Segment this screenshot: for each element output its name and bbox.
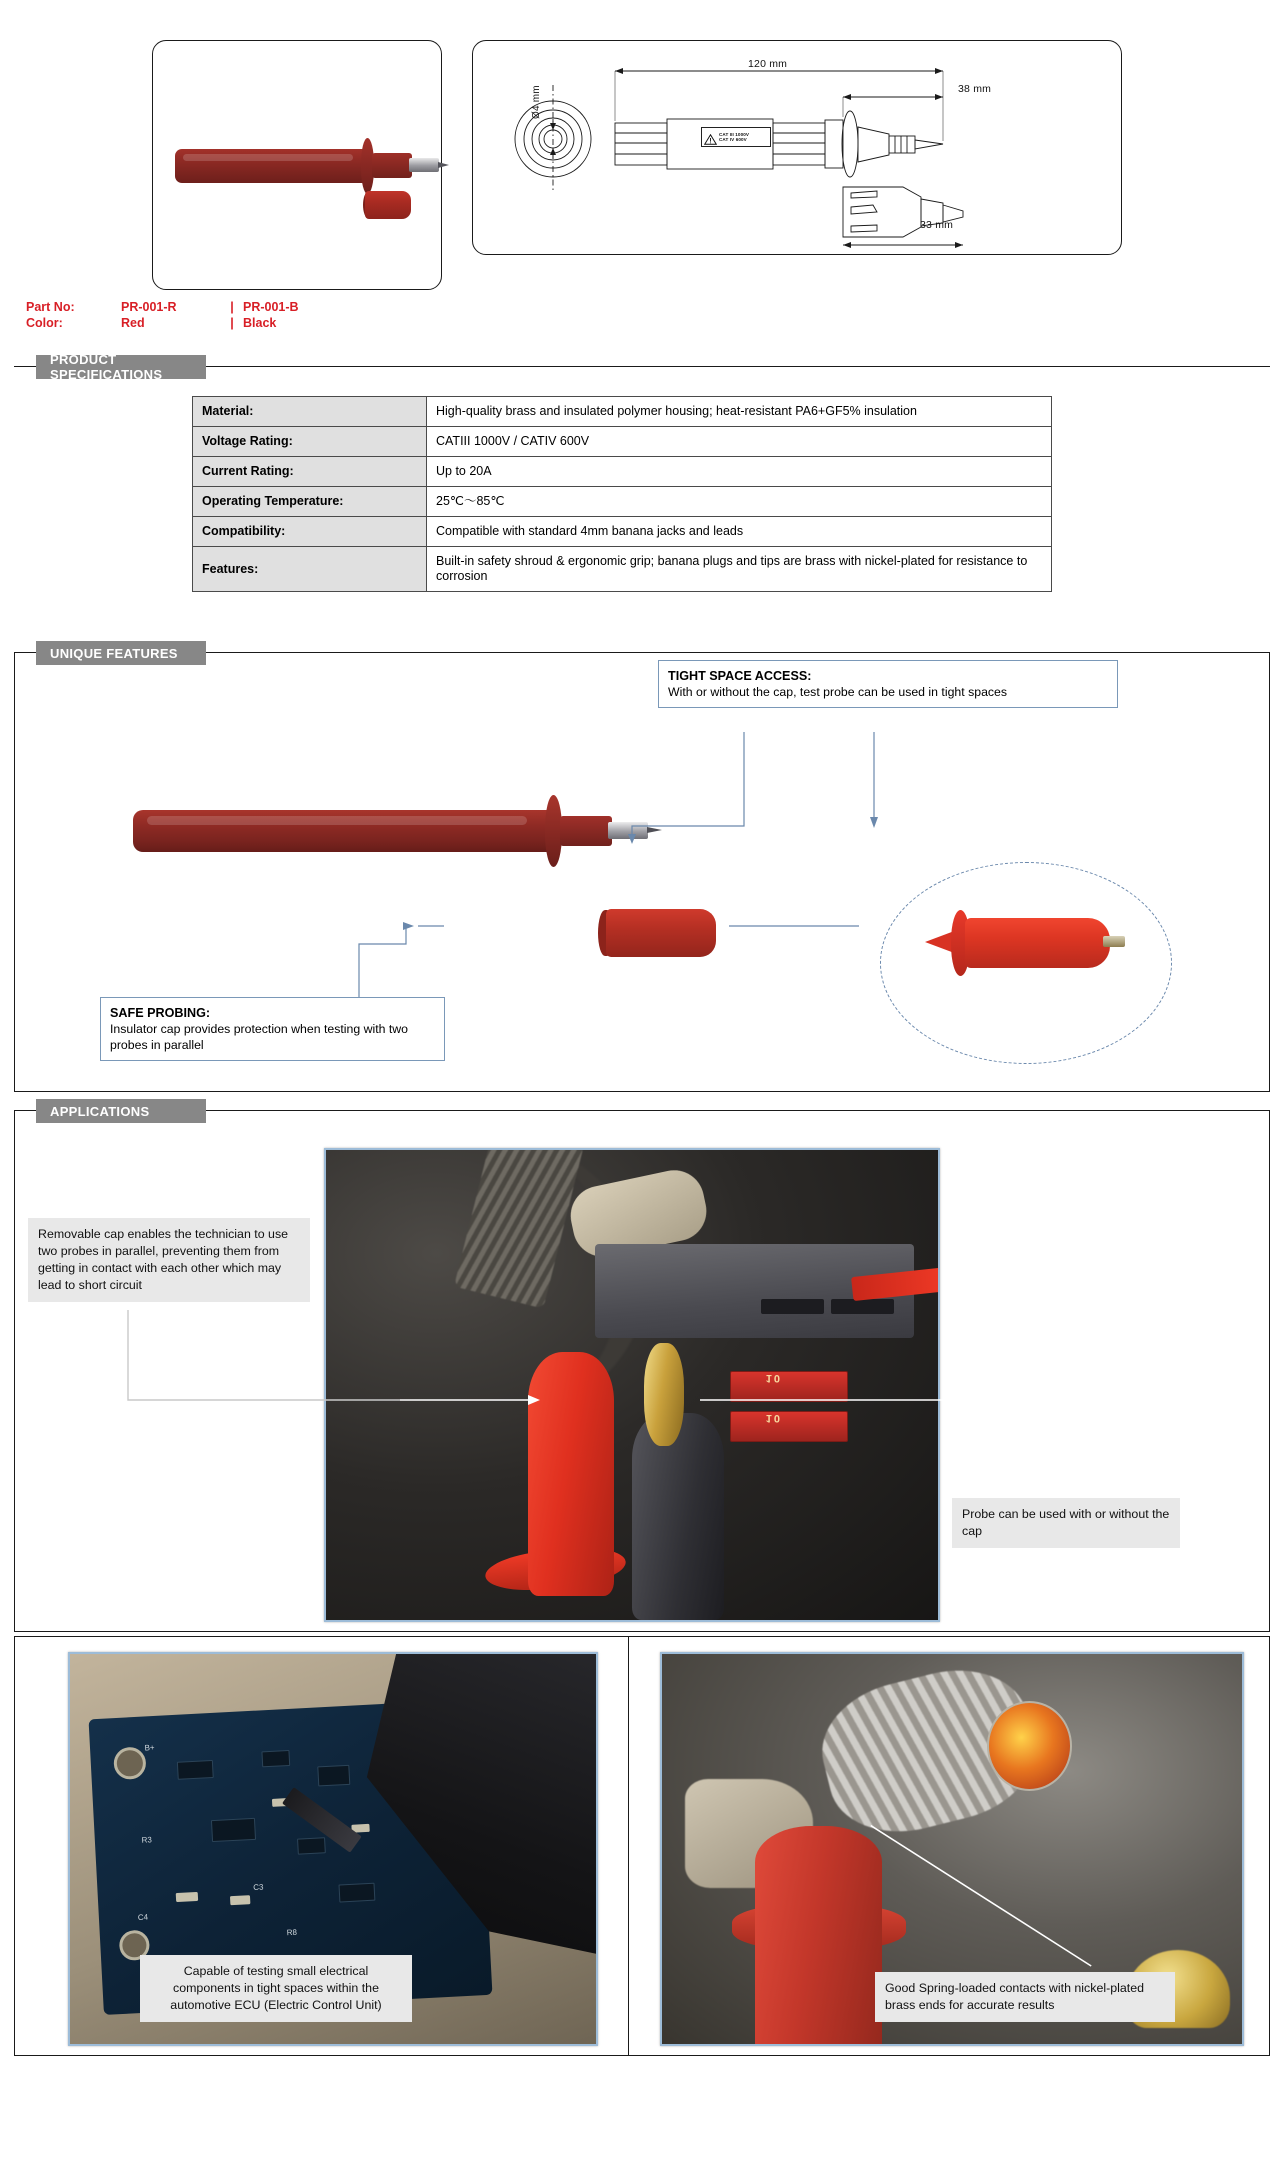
pcb-component: [211, 1817, 256, 1841]
spec-value: Up to 20A: [427, 457, 1052, 487]
product-photo-test-probe: [153, 41, 441, 289]
dimension-cap-length-label: 33 mm: [920, 219, 954, 231]
section-header-applications: APPLICATIONS: [36, 1099, 206, 1123]
pcb-component: [317, 1765, 350, 1787]
pcb-pad: [176, 1891, 198, 1901]
warning-triangle-icon: [704, 132, 717, 143]
pcb-component: [262, 1750, 291, 1767]
note-probe-with-or-without-cap: Probe can be used with or without the cap: [952, 1498, 1180, 1548]
cap-body: [365, 191, 411, 219]
feature-probe-handle: [133, 810, 553, 852]
capped-probe-detail: [905, 908, 1145, 978]
spec-key: Compatibility:: [193, 517, 427, 547]
red-insulator-cap-in-use: [528, 1352, 614, 1596]
product-photo-panel: [152, 40, 442, 290]
probe-shank: [372, 153, 412, 178]
fuse-slot: [831, 1299, 895, 1314]
spec-key: Voltage Rating:: [193, 427, 427, 457]
drawing-svg: [473, 41, 1123, 256]
probe-metal-tip: [409, 158, 439, 172]
table-row: [193, 427, 1052, 457]
callout-safe-probing: [100, 997, 445, 1061]
part-number-row: [26, 300, 299, 316]
pcb-silkscreen: R8: [286, 1927, 298, 1938]
section-header-specifications: PRODUCT SPECIFICATIONS: [36, 355, 206, 379]
mini-fuse-top: [730, 1371, 848, 1402]
feature-probe-shank: [560, 816, 612, 846]
capped-probe-tip: [1103, 936, 1125, 947]
dimension-total-length-label: 120 mm: [748, 58, 788, 70]
spec-value: CATIII 1000V / CATIV 600V: [427, 427, 1052, 457]
spec-value: Compatible with standard 4mm banana jacks and leads: [427, 517, 1052, 547]
feature-probe-metal-tip: [608, 822, 648, 839]
callout-tight-space-access: [658, 660, 1118, 708]
part-no-divider: |: [230, 300, 234, 314]
spec-key: Features:: [193, 547, 427, 592]
photo-scene: [326, 1150, 938, 1620]
pcb-component: [298, 1837, 327, 1854]
technical-drawing: [473, 41, 1121, 254]
brass-banana-contact: [644, 1343, 684, 1446]
fuse-slot: [761, 1299, 825, 1314]
callout-body: Insulator cap provides protection when testing with two probes in parallel: [110, 1022, 409, 1052]
dimension-diameter-label: Ø4 mm: [531, 85, 542, 119]
applications-panel-divider: [628, 1636, 629, 2056]
spec-key: Material:: [193, 397, 427, 427]
spec-value: 25℃～85℃: [427, 487, 1052, 517]
pcb-silkscreen: B+: [144, 1742, 156, 1752]
table-row: [193, 487, 1052, 517]
pcb-pad: [231, 1895, 251, 1905]
cat-rating-label: [701, 127, 771, 147]
fuse-amperage-label: 10: [765, 1371, 783, 1384]
pcb-component: [177, 1760, 214, 1780]
color-label: Color:: [26, 316, 63, 330]
black-probe-body: [632, 1413, 724, 1620]
part-no-black: PR-001-B: [243, 300, 299, 314]
color-red: Red: [121, 316, 145, 330]
probe-handle: [175, 149, 370, 183]
feature-insulator-cap: [598, 905, 728, 961]
section-header-unique-features: UNIQUE FEATURES: [36, 641, 206, 665]
pcb-silkscreen: C3: [253, 1881, 264, 1892]
feature-cap-body: [606, 909, 716, 957]
pcb-component: [339, 1882, 376, 1902]
specifications-table: [192, 396, 1052, 592]
pcb-silkscreen: R3: [141, 1834, 153, 1844]
color-divider: |: [230, 316, 234, 330]
table-row: [193, 547, 1052, 592]
spec-value: Built-in safety shroud & ergonomic grip; banana plugs and tips are brass with nickel-plated for resistance to corrosion: [427, 547, 1052, 592]
pcb-silkscreen: C4: [137, 1911, 149, 1922]
table-row: [193, 397, 1052, 427]
spec-value: High-quality brass and insulated polymer housing; heat-resistant PA6+GF5% insulation: [427, 397, 1052, 427]
callout-title: TIGHT SPACE ACCESS:: [668, 669, 812, 683]
cat-rating-line-1: CAT III 1000V: [719, 131, 750, 137]
probe-insulator-cap: [365, 187, 417, 221]
note-spring-loaded-contacts: Good Spring-loaded contacts with nickel-plated brass ends for accurate results: [875, 1972, 1175, 2022]
color-row: [26, 316, 299, 332]
spec-key: Operating Temperature:: [193, 487, 427, 517]
part-number-block: [26, 300, 446, 332]
part-number-table: [26, 300, 299, 332]
callout-title: SAFE PROBING:: [110, 1006, 211, 1020]
capped-probe-body: [965, 918, 1110, 968]
spec-key: Current Rating:: [193, 457, 427, 487]
note-ecu-testing: Capable of testing small electrical components in tight spaces within the automotive ECU (Electric Control Unit): [140, 1955, 412, 2022]
part-no-red: PR-001-R: [121, 300, 177, 314]
application-photo-fuse-box: [324, 1148, 940, 1622]
table-row: [193, 517, 1052, 547]
technical-drawing-panel: [472, 40, 1122, 255]
pcb-mount-hole: [114, 1746, 148, 1780]
mini-fuse-bottom: [730, 1411, 848, 1442]
dimension-tip-length-label: 38 mm: [958, 83, 992, 95]
fuse-amperage-label: 10: [765, 1411, 783, 1424]
cat-rating-line-2: CAT IV 600V: [719, 137, 747, 142]
table-row: [193, 457, 1052, 487]
part-no-label: Part No:: [26, 300, 75, 314]
note-removable-cap: Removable cap enables the technician to use two probes in parallel, preventing them from getting in contact with each other which may lead to short circuit: [28, 1218, 310, 1302]
color-black: Black: [243, 316, 277, 330]
callout-body: With or without the cap, test probe can be used in tight spaces: [668, 685, 1008, 699]
